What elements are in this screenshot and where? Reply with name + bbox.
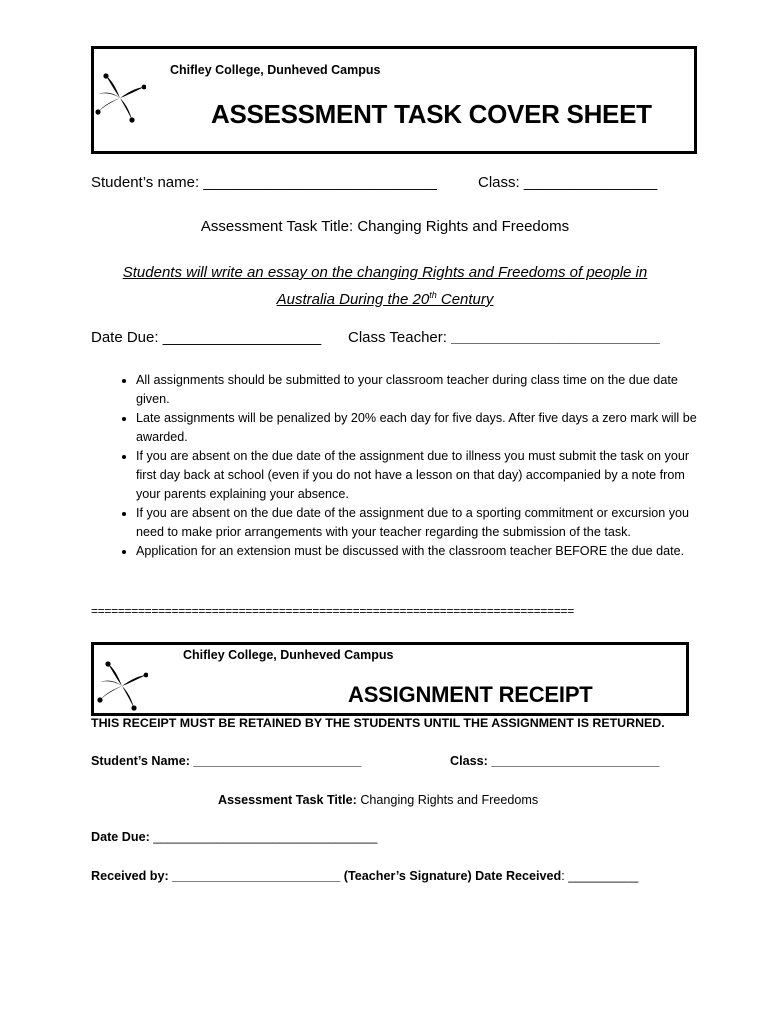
rule-item: • Late assignments will be penalized by 20% each day for five days. After five days a zero mark will be awarded. xyxy=(136,409,704,447)
description-line-2: Australia During the 20th Century xyxy=(276,290,494,308)
class-field[interactable]: ________________ xyxy=(523,174,658,191)
receipt-date-due-label: Date Due: xyxy=(91,830,150,844)
student-name-field[interactable]: ____________________________ xyxy=(203,174,437,191)
separator-line: ======================================================================== xyxy=(91,604,574,618)
receipt-class-label: Class: xyxy=(450,754,488,768)
task-title: Assessment Task Title: Changing Rights and Freedoms xyxy=(200,218,570,235)
receipt-campus-name: Chifley College, Dunheved Campus xyxy=(183,648,394,662)
class-teacher-field[interactable]: _________________________ xyxy=(451,329,660,346)
date-due-field[interactable]: ___________________ xyxy=(162,329,322,346)
class-teacher-label: Class Teacher: xyxy=(348,329,447,346)
task-description xyxy=(0,262,770,311)
rule-item: • If you are absent on the due date of the assignment due to a sporting commitment or excursion you need to make prior arrangements with your teacher regarding the submission of the task. xyxy=(136,504,704,542)
receipt-class-row xyxy=(450,754,659,768)
receipt-logo-icon xyxy=(96,660,148,712)
receipt-date-due-field[interactable]: ________________________________ xyxy=(149,830,378,844)
receipt-date-due-row xyxy=(91,830,377,844)
rule-item: • If you are absent on the due date of the assignment due to illness you must submit the task on your first day back at school (even if you do not have a lesson on that day) accompanied by a note from your parents explaining your absence. xyxy=(136,447,704,504)
receipt-student-field[interactable]: ________________________ xyxy=(193,754,362,768)
college-logo-icon xyxy=(94,72,146,124)
class-teacher-row xyxy=(348,329,660,346)
receipt-date-received-field[interactable]: __________ xyxy=(564,869,639,883)
student-name-label: Student’s name: xyxy=(91,174,200,191)
receipt-received-label: Received by: xyxy=(91,869,169,883)
receipt-received-field[interactable]: ________________________ xyxy=(168,869,341,883)
class-row xyxy=(478,174,657,191)
date-due-row xyxy=(91,329,321,346)
receipt-notice: THIS RECEIPT MUST BE RETAINED BY THE STUDENTS UNTIL THE ASSIGNMENT IS RETURNED. xyxy=(91,716,665,730)
rule-item: • Application for an extension must be discussed with the classroom teacher BEFORE the due date. xyxy=(136,542,704,561)
rules-list xyxy=(110,371,704,561)
receipt-class-field[interactable]: ________________________ xyxy=(491,754,660,768)
receipt-task-title-value: Changing Rights and Freedoms xyxy=(356,793,539,807)
receipt-task-title-label: Assessment Task Title: xyxy=(218,793,357,807)
receipt-student-label: Student’s Name: xyxy=(91,754,190,768)
receipt-student-row xyxy=(91,754,362,768)
receipt-title: ASSIGNMENT RECEIPT xyxy=(348,682,593,707)
cover-title: ASSESSMENT TASK COVER SHEET xyxy=(211,99,652,129)
rule-item: • All assignments should be submitted to your classroom teacher during class time on the due date given. xyxy=(136,371,704,409)
class-label: Class: xyxy=(478,174,520,191)
description-line-1: Students will write an essay on the changing Rights and Freedoms of people in xyxy=(122,264,648,281)
receipt-task-title-row xyxy=(218,793,538,807)
date-due-label: Date Due: xyxy=(91,329,159,346)
student-name-row xyxy=(91,174,437,191)
receipt-received-row xyxy=(91,869,638,883)
receipt-signature-label: (Teacher’s Signature) Date Received xyxy=(340,869,562,883)
receipt-date-received-colon: : xyxy=(561,869,565,883)
cover-campus-name: Chifley College, Dunheved Campus xyxy=(170,63,381,77)
